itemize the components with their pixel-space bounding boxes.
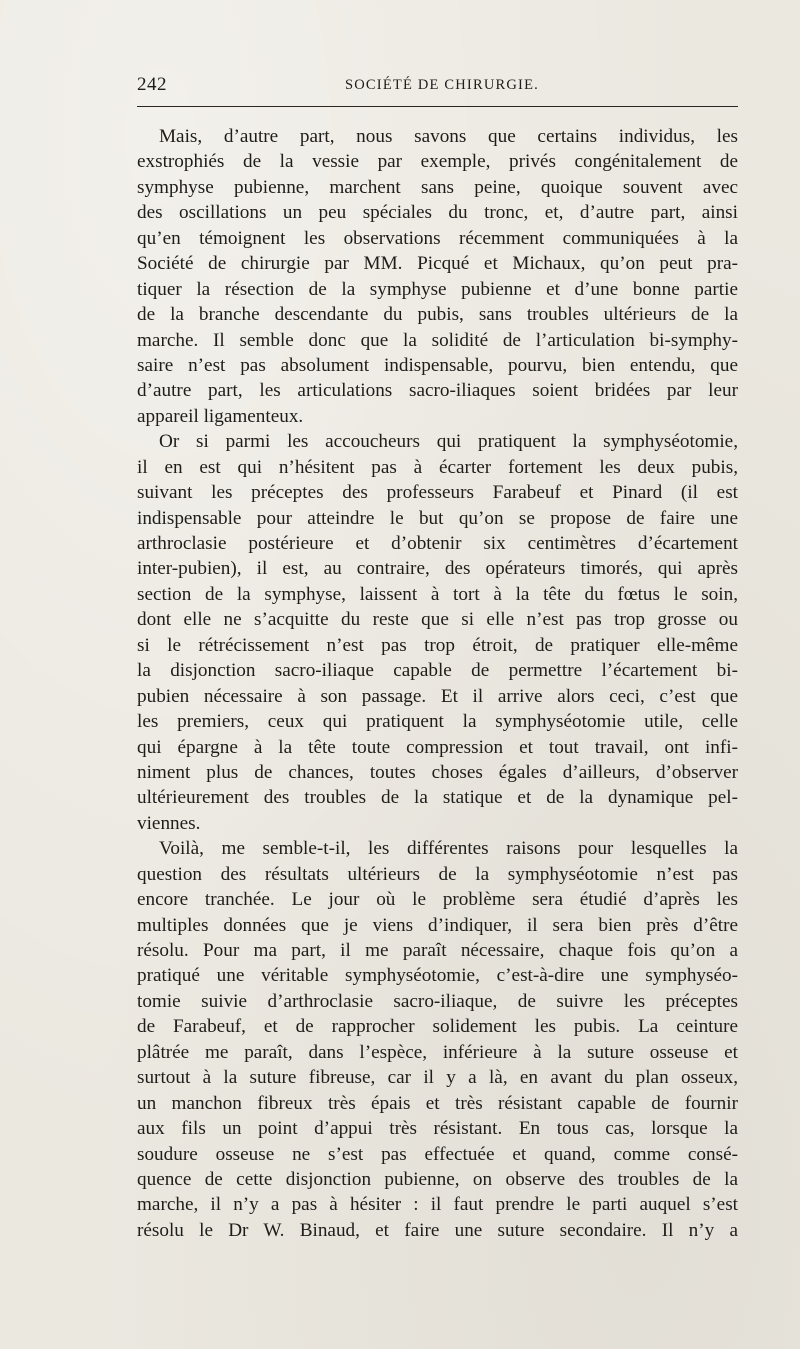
text-line: suivant les préceptes des professeurs Farabeuf et Pinard (il est — [137, 482, 738, 504]
text-line: pratiqué une véritable symphyséotomie, c’est-à-dire une symphyséo- — [137, 965, 738, 987]
text-line: exstrophiés de la vessie par exemple, privés congénitalement de — [137, 151, 738, 173]
text-line: Société de chirurgie par MM. Picqué et Michaux, qu’on peut pra- — [137, 253, 738, 275]
text-line: de la branche descendante du pubis, sans troubles ultérieurs de la — [137, 304, 738, 326]
text-line: des oscillations un peu spéciales du tronc, et, d’autre part, ainsi — [137, 202, 738, 224]
text-line: question des résultats ultérieurs de la symphyséotomie n’est pas — [137, 863, 738, 885]
text-line: qu’en témoignent les observations récemment communiquées à la — [137, 227, 738, 249]
text-line: niment plus de chances, toutes choses égales d’ailleurs, d’observer — [137, 761, 738, 783]
header-rule — [137, 106, 738, 107]
text-line: marche. Il semble donc que la solidité de l’articulation bi-symphy- — [137, 329, 738, 351]
text-line: multiples données que je viens d’indiquer, il sera bien près d’être — [137, 914, 738, 936]
text-line: dont elle ne s’acquitte du reste que si elle n’est pas trop grosse ou — [137, 609, 738, 631]
running-head: SOCIÉTÉ DE CHIRURGIE. — [345, 77, 539, 93]
text-line: Mais, d’autre part, nous savons que certains individus, les — [159, 126, 738, 147]
text-line: les premiers, ceux qui pratiquent la symphyséotomie utile, celle — [137, 711, 738, 733]
text-line: symphyse pubienne, marchent sans peine, quoique souvent avec — [137, 176, 738, 198]
text-line: Voilà, me semble-t-il, les différentes raisons pour lesquelles la — [159, 838, 738, 860]
text-line: Or si parmi les accoucheurs qui pratiquent la symphyséotomie, — [159, 431, 738, 453]
text-line: saire n’est pas absolument indispensable, pourvu, bien entendu, que — [137, 354, 738, 376]
text-line: plâtrée me paraît, dans l’espèce, inférieure à la suture osseuse et — [137, 1041, 738, 1063]
text-line: tomie suivie d’arthroclasie sacro-iliaque, de suivre les préceptes — [137, 990, 738, 1012]
text-line: pubien nécessaire à son passage. Et il arrive alors ceci, c’est que — [137, 685, 738, 707]
text-line: d’autre part, les articulations sacro-iliaques soient bridées par leur — [137, 380, 738, 402]
text-line: si le rétrécissement n’est pas trop étroit, de pratiquer elle-même — [137, 634, 738, 656]
text-line: tiquer la résection de la symphyse pubienne et d’une bonne partie — [137, 278, 738, 300]
text-line: de Farabeuf, et de rapprocher solidement les pubis. La ceinture — [137, 1016, 738, 1038]
text-line: un manchon fibreux très épais et très résistant capable de fournir — [137, 1092, 738, 1114]
page-header — [137, 74, 738, 104]
text-line: inter-pubien), il est, au contraire, des opérateurs timorés, qui après — [137, 558, 738, 580]
text-line: résolu. Pour ma part, il me paraît nécessaire, chaque fois qu’on a — [137, 940, 738, 961]
text-line: marche, il n’y a pas à hésiter : il faut prendre le parti auquel s’est — [137, 1194, 738, 1216]
page-number: 242 — [137, 74, 167, 95]
text-line: viennes. — [137, 812, 201, 834]
text-line: encore tranchée. Le jour où le problème sera étudié d’après les — [137, 889, 738, 911]
text-line: aux fils un point d’appui très résistant. En tous cas, lorsque la — [137, 1118, 738, 1140]
text-line: qui épargne à la tête toute compression et tout travail, ont infi- — [137, 736, 738, 758]
text-line: section de la symphyse, laissent à tort à la tête du fœtus le soin, — [137, 583, 738, 605]
text-line: ultérieurement des troubles de la statique et de la dynamique pel- — [137, 787, 738, 809]
text-line: quence de cette disjonction pubienne, on observe des troubles de la — [137, 1168, 738, 1190]
text-line: il en est qui n’hésitent pas à écarter fortement les deux pubis, — [137, 456, 738, 478]
body-text — [137, 124, 738, 1243]
text-line: indispensable pour atteindre le but qu’on se propose de faire une — [137, 507, 738, 529]
text-line: soudure osseuse ne s’est pas effectuée et quand, comme consé- — [137, 1143, 738, 1165]
text-line: arthroclasie postérieure et d’obtenir six centimètres d’écartement — [137, 533, 738, 554]
text-line: la disjonction sacro-iliaque capable de permettre l’écartement bi- — [137, 660, 738, 682]
text-line: résolu le Dr W. Binaud, et faire une suture secondaire. Il n’y a — [137, 1219, 738, 1241]
text-line: surtout à la suture fibreuse, car il y a là, en avant du plan osseux, — [137, 1067, 738, 1089]
text-line: appareil ligamenteux. — [137, 405, 304, 427]
